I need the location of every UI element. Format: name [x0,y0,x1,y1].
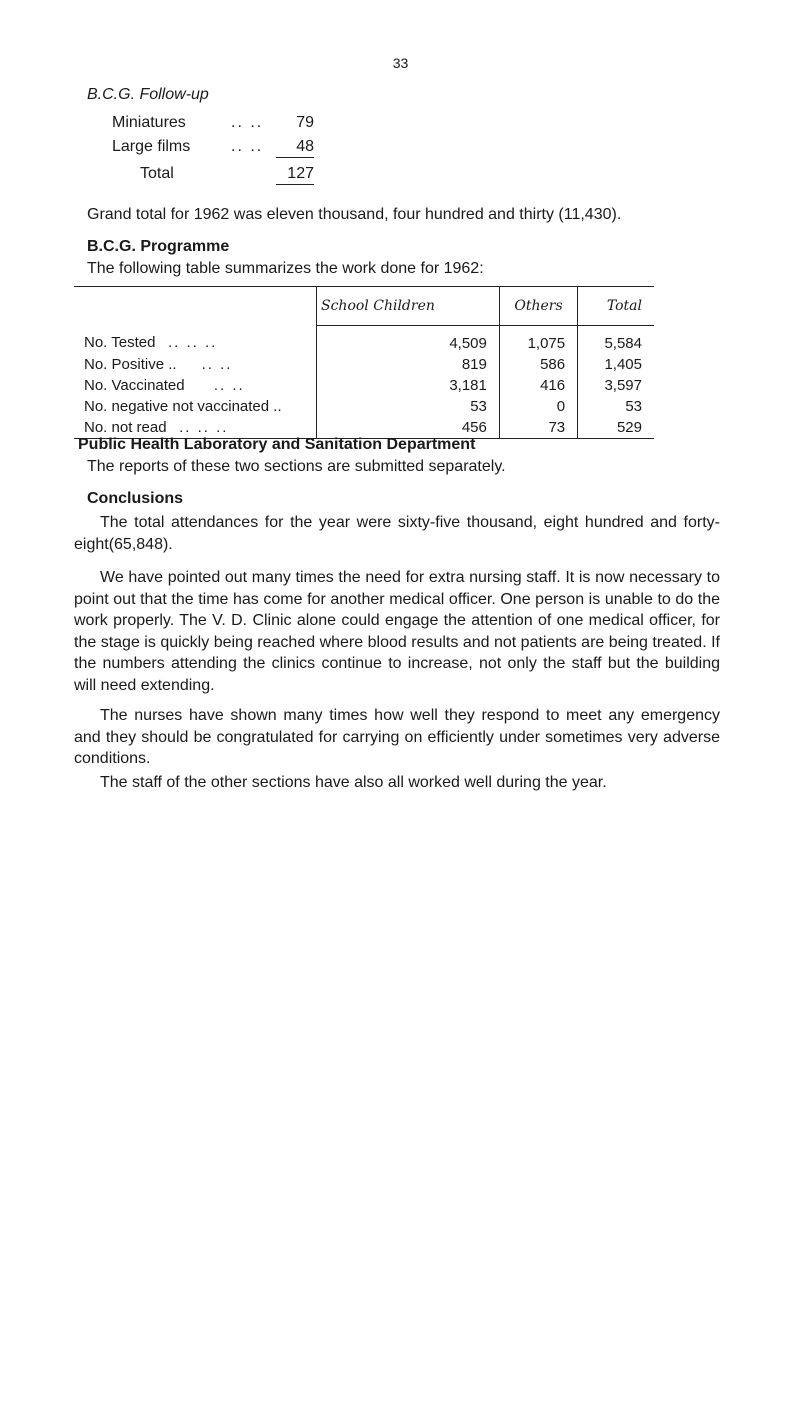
conclusions-paragraph: The staff of the other sections have also all worked well during the year. [100,774,607,791]
conclusions-paragraph: We have pointed out many times the need for extra nursing staff. It is now necessary to point out that the time has come for another medical officer. One person is unable to do the work properly. The V. D. Clinic alone could engage the attention of one medical officer, for the stage is quickly being reached where blood results and not patients are being treated. If the numbers attending the clinics continue to increase, not only the staff but the building will need extending. [74,569,720,694]
follow-up-total-value: 127 [287,165,314,182]
table-cell: 4,509 [317,326,500,355]
row-label: No. Positive .. [84,356,177,373]
row-label: No. not read [84,419,167,436]
table-cell: 819 [317,354,500,375]
table-row [74,375,654,396]
table-cell: 53 [578,396,654,417]
follow-up-value: 48 [296,138,314,155]
table-cell: 5,584 [578,326,654,355]
public-health-text: The reports of these two sections are submitted separately. [87,458,506,475]
bcg-summary-table [74,286,654,439]
column-header: School Children [317,287,500,326]
row-dots: .. .. .. [179,419,229,436]
table-row [74,354,654,375]
table-header-blank [74,287,317,326]
follow-up-dots: .. .. [231,114,264,131]
bcg-follow-up-heading: B.C.G. Follow-up [87,86,209,103]
follow-up-label: Miniatures [112,114,186,131]
sum-rule [276,157,314,158]
follow-up-value: 79 [296,114,314,131]
row-dots: .. .. .. [167,334,218,352]
conclusions-paragraph: The total attendances for the year were sixty-five thousand, eight hundred and forty-eight(65,848). [74,514,720,553]
grand-total-text: Grand total for 1962 was eleven thousand, four hundred and thirty (11,430). [87,206,622,223]
total-rule [276,184,314,185]
table-row [74,326,654,355]
row-dots: .. .. [201,356,233,373]
table-cell: 1,405 [578,354,654,375]
row-label: No. negative not vaccinated .. [84,398,282,415]
row-label: No. Tested [84,334,156,352]
table-cell: 529 [578,417,654,439]
table-row [74,396,654,417]
follow-up-label: Large films [112,138,191,155]
table-cell: 586 [499,354,577,375]
bcg-programme-intro: The following table summarizes the work done for 1962: [87,260,484,277]
conclusions-paragraph: The nurses have shown many times how well they respond to meet any emergency and they should be congratulated for carrying on efficiently under sometimes very adverse conditions. [74,707,720,767]
table-cell: 73 [499,417,577,439]
table-cell: 3,597 [578,375,654,396]
column-header: Others [499,287,577,326]
column-header: Total [578,287,654,326]
table-cell: 3,181 [317,375,500,396]
table-header-row [74,287,654,326]
follow-up-dots: .. .. [231,138,264,155]
public-health-heading: Public Health Laboratory and Sanitation Department [78,436,476,453]
table-cell: 456 [317,417,500,439]
page-number: 33 [392,55,409,71]
bcg-programme-heading: B.C.G. Programme [87,238,230,255]
row-label: No. Vaccinated [84,377,185,394]
row-dots: .. .. [213,377,245,394]
table-cell: 1,075 [499,326,577,355]
table-cell: 416 [499,375,577,396]
table-cell: 53 [317,396,500,417]
follow-up-total-label: Total [140,165,174,182]
table-cell: 0 [499,396,577,417]
conclusions-heading: Conclusions [87,490,184,507]
